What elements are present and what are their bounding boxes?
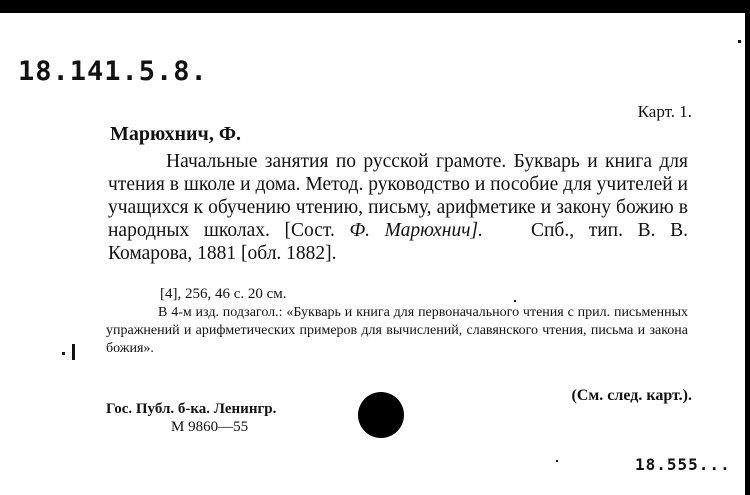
library-name: Гос. Публ. б-ка. Ленингр. <box>106 401 277 417</box>
scan-speck <box>514 300 516 302</box>
bibliographic-description <box>108 150 688 265</box>
year-text: 1881 [обл. 1882]. <box>197 243 337 264</box>
title-text: Начальные занятия по русской грамоте. Букварь и книга для чтения в школе и дома. Метод. руководство и пособие для учителей и учащихся к обучению чтению, письму, арифметике и закону божию в народных школах. <box>108 151 688 241</box>
punch-hole <box>358 392 404 438</box>
edition-note <box>106 304 688 358</box>
top-border <box>0 0 750 13</box>
scan-speck <box>72 344 75 360</box>
scan-speck <box>738 40 741 43</box>
note-text: В 4-м изд. подзагол.: «Букварь и книга для первоначального чтения с прил. письменных упражнений и арифметических примеров для вычислений, славянского чтения, письма и закона божия». <box>106 305 688 356</box>
right-border <box>745 0 750 495</box>
scan-speck <box>62 352 65 355</box>
compiler-name: Ф. Марюхнич]. <box>349 220 483 241</box>
see-next-card: (См. след. карт.). <box>571 387 692 404</box>
compiler-open: [Сост. <box>284 220 335 241</box>
call-number: М 9860—55 <box>171 419 249 435</box>
author-heading: Марюхнич, Ф. <box>110 123 242 145</box>
physical-description: [4], 256, 46 с. 20 см. <box>160 286 287 302</box>
scan-speck <box>556 460 558 462</box>
card-number-label: Карт. 1. <box>637 102 692 121</box>
bottom-stamp-number: 18.555... <box>635 455 731 474</box>
publisher-text: Спб., тип. В. В. Комарова, <box>108 220 689 264</box>
handwritten-shelf-number: 18.141.5.8. <box>18 56 208 87</box>
